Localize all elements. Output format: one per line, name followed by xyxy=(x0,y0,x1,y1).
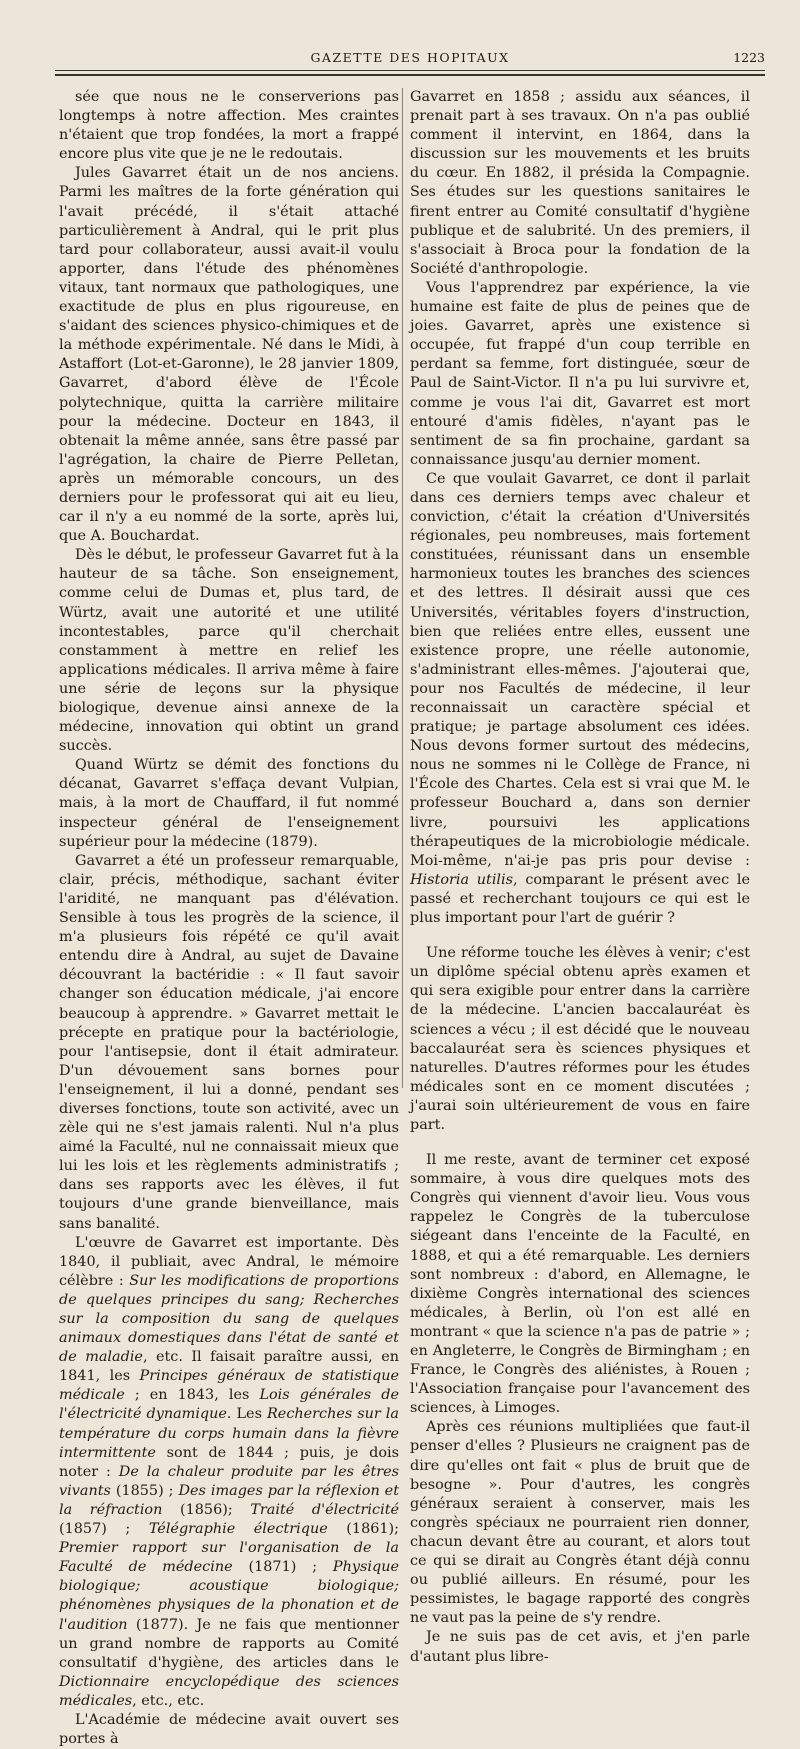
paragraph-text: , etc., etc. xyxy=(132,1692,205,1709)
paragraph-text: Dès le début, le professeur Gavarret fut à la hauteur de sa tâche. Son enseignement, comme celui de Dumas et, plus tard, de Würtz, avait une autorité et une utilité incontestables, parce qu'il cherchait constamment à mettre en relief les applications médicales. Il arriva même à faire une série de leçons sur la physique biologique, devenue ainsi annexe de la médecine, innovation qui obtint un grand succès. xyxy=(59,547,399,755)
italic-title-text: Premier rapport sur l'organisation de la Faculté de médecine xyxy=(59,1540,399,1576)
header-rule-bottom xyxy=(55,74,765,76)
paragraph-text: (1871) ; xyxy=(232,1559,333,1576)
italic-title-text: Historia utilis xyxy=(410,871,514,888)
paragraph-text: Quand Würtz se démit des fonctions du décanat, Gavarret s'effaça devant Vulpian, mais, à la mort de Chauffard, il fut nommé inspecteur général de l'enseignement supérieur pour la médecine (1879). xyxy=(59,757,399,850)
column-divider xyxy=(402,88,403,1088)
paragraph-text: ; en 1843, les xyxy=(124,1387,260,1404)
paragraph xyxy=(410,279,750,470)
left-column xyxy=(59,88,399,1749)
italic-title-text: Sur les modifications de proportions de quelques principes du sang; Recherches sur la composition du sang de quelques animaux domestiques dans l'état de santé et de maladie xyxy=(59,1272,399,1366)
paragraph xyxy=(410,1628,750,1666)
paragraph-text: sée que nous ne le conserverions pas longtemps à notre affection. Mes craintes n'étaient que trop fondées, la mort a frappé encore plus vite que je ne le redoutais. xyxy=(59,89,399,163)
paragraph-text: sont de 1844 ; puis, je dois noter : xyxy=(59,1444,399,1480)
page-number: 1223 xyxy=(733,50,765,65)
paragraph xyxy=(59,852,399,1234)
header-rule-top xyxy=(55,70,765,71)
paragraph-text: L'Académie de médecine avait ouvert ses portes à xyxy=(59,1711,399,1748)
italic-title-text: Principes généraux de statistique médicale xyxy=(59,1368,399,1404)
paragraph xyxy=(410,1151,750,1418)
italic-title-text: Des images par la réflexion et la réfraction xyxy=(59,1482,399,1518)
paragraph xyxy=(410,944,750,1135)
paragraph xyxy=(410,1418,750,1628)
italic-title-text: Télégraphie électrique xyxy=(148,1521,328,1538)
paragraph-text: Vous l'apprendrez par expérience, la vie humaine est faite de plus de peines que de joies. Gavarret, après une existence si occupée, fut frappé d'un coup terrible en perdant sa femme, fort distinguée, sœur de Paul de Saint-Victor. Il n'a pu lui survivre et, comme je vous l'ai dit, Gavarret est mort entouré d'amis fidèles, n'ayant pas le sentiment de sa fin prochaine, gardant sa connaissance jusqu'au dernier moment. xyxy=(410,279,750,468)
italic-title-text: Recherches sur la température du corps humain dans la fièvre intermittente xyxy=(59,1406,399,1461)
paragraph-text: (1856); xyxy=(162,1501,251,1518)
paragraph xyxy=(410,470,750,928)
italic-title-text: Dictionnaire encyclopédique des sciences médicales xyxy=(59,1673,399,1709)
paragraph-text: . Les xyxy=(226,1406,267,1423)
paragraph-text: (1855) ; xyxy=(110,1482,179,1499)
italic-title-text: Traité d'électricité xyxy=(250,1501,399,1518)
paragraph-text: Je ne suis pas de cet avis, et j'en parle d'autant plus libre- xyxy=(410,1629,750,1665)
journal-title: GAZETTE DES HOPITAUX xyxy=(310,50,510,65)
paragraph-text: Jules Gavarret était un de nos anciens. Parmi les maîtres de la forte génération qui l'avait précédé, il s'était attaché particulièrement à Andral, qui le prit plus tard pour collaborateur, aussi avait-il voulu apporter, dans l'étude des phénomènes vitaux, tant normaux que pathologiques, une exactitude de plus en plus rigoureuse, en s'aidant des sciences physico-chimiques et de la méthode expérimentale. Né dans le Midi, à Astaffort (Lot-et-Garonne), le 28 janvier 1809, Gavarret, d'abord élève de l'École polytechnique, quitta la carrière militaire pour la médecine. Docteur en 1843, il obtenait la même année, sans être passé par l'agrégation, la chaire de Pierre Pelletan, après un mémorable concours, un des derniers pour le professorat qui ait eu lieu, car il n'y a eu nommé de la sorte, après lui, que A. Bouchardat. xyxy=(59,165,399,545)
paragraph-text: Gavarret a été un professeur remarquable, clair, précis, méthodique, sachant éviter l'aridité, ne manquant pas d'élévation. Sensible à tous les progrès de la science, il m'a plusieurs fois répété ce qu'il avait entendu dire à Andral, au sujet de Davaine découvrant la bactéridie : « Il faut savoir changer son éducation médicale, j'ai encore beaucoup à apprendre. » Gavarret mettait le précepte en pratique pour la bactériologie, pour l'antisepsie, dont il était admirateur. D'un dévouement sans bornes pour l'enseignement, il lui a donné, pendant ses diverses fonctions, toute son activité, avec un zèle qui ne s'est jamais ralenti. Nul n'a plus aimé la Faculté, nul ne connaissait mieux que lui les lois et les règlements administratifs ; dans ses rapports avec les élèves, il fut toujours d'une grande bienveillance, mais sans banalité. xyxy=(59,852,399,1232)
paragraph-text: , etc. Il faisait paraître aussi, en 1841, les xyxy=(59,1349,399,1385)
paragraph xyxy=(59,1234,399,1711)
paragraph xyxy=(59,546,399,756)
paragraph-text: (1861); xyxy=(327,1521,399,1538)
paragraph-text: (1857) ; xyxy=(59,1521,149,1538)
paragraph-text: Gavarret en 1858 ; assidu aux séances, il prenait part à ses travaux. On n'a pas oublié comment il intervint, en 1864, dans la discussion sur les mouvements et les bruits du cœur. En 1882, il présida la Compagnie. Ses études sur les questions sanitaires le firent entrer au Comité consultatif d'hygiène publique et de salubrité. Un des premiers, il s'associait à Broca pour la fondation de la Société d'anthropologie. xyxy=(410,89,750,277)
paragraph xyxy=(410,88,750,279)
paragraph-text: L'œuvre de Gavarret est importante. Dès 1840, il publiait, avec Andral, le mémoire célèbre : xyxy=(59,1234,399,1289)
paragraph xyxy=(59,164,399,546)
paragraph-text: (1877). Je ne fais que mentionner un grand nombre de rapports au Comité consultatif d'hygiène, des articles dans le xyxy=(59,1616,399,1671)
running-header xyxy=(55,50,765,68)
paragraph-text: Une réforme touche les élèves à venir; c'est un diplôme spécial obtenu après examen et qui sera exigible pour entrer dans la carrière de la médecine. L'ancien baccalauréat ès sciences a vécu ; il est décidé que le nouveau baccalauréat sera ès sciences physiques et naturelles. D'autres réformes pour les études médicales sont en ce moment discutées ; j'aurai soin ultérieurement de vous en faire part. xyxy=(410,945,750,1133)
paragraph-text: Après ces réunions multipliées que faut-il penser d'elles ? Plusieurs ne craignent pas de dire qu'elles ont fait « plus de bruit que de besogne ». Pour d'autres, les congrès généraux seraient à conserver, mais les congrès spéciaux ne pourraient rien donner, chacun devant être au courant, et alors tout ce qui se dirait au Congrès étant déjà connu ou publié ailleurs. En résumé, pour les pessimistes, le bagage rapporté des congrès ne vaut pas la peine de s'y rendre. xyxy=(410,1419,750,1627)
right-column xyxy=(410,88,750,1667)
italic-title-text: Lois générales de l'électricité dynamique xyxy=(59,1387,399,1423)
paragraph-text: Il me reste, avant de terminer cet exposé sommaire, à vous dire quelques mots des Congrès qui viennent d'avoir lieu. Vous vous rappelez le Congrès de la tuberculose siégeant dans l'enceinte de la Faculté, en 1888, et qui a été remarquable. Les derniers sont nombreux : d'abord, en Allemagne, le dixième Congrès international des sciences médicales, à Berlin, où l'on est allé en montrant « que la science n'a pas de patrie » ; en Angleterre, le Congrès de Birmingham ; en France, le Congrès des aliénistes, à Rouen ; l'Association française pour l'avancement des sciences, à Limoges. xyxy=(410,1152,750,1417)
paragraph-text: Ce que voulait Gavarret, ce dont il parlait dans ces derniers temps avec chaleur et conviction, c'était la création d'Universités régionales, peu nombreuses, mais fortement constituées, réunissant dans un ensemble harmonieux toutes les branches des sciences et des lettres. Il désirait aussi que ces Universités, véritables foyers d'instruction, bien que reliées entre elles, eussent une existence propre, une réelle autonomie, s'administrant elles-mêmes. J'ajouterai que, pour nos Facultés de médecine, il leur reconnaissait un caractère spécial et pratique; je partage absolument ces idées. Nous devons former surtout des médecins, nous ne sommes ni le Collège de France, ni l'École des Chartes. Cela est si vrai que M. le professeur Bouchard a, dans son dernier livre, poursuivi les applications thérapeutiques de la microbiologie médicale. Moi-même, n'ai-je pas pris pour devise : xyxy=(410,470,750,869)
paragraph xyxy=(59,88,399,164)
paragraph xyxy=(59,756,399,851)
paragraph xyxy=(59,1711,399,1749)
paragraph-text: , comparant le présent avec le passé et recherchant toujours ce qui est le plus important pour l'art de guérir ? xyxy=(410,871,750,927)
italic-title-text: De la chaleur produite par les êtres vivants xyxy=(59,1463,400,1499)
italic-title-text: Physique biologique; acoustique biologique; phénomènes physiques de la phonation et de l'audition xyxy=(59,1559,399,1633)
